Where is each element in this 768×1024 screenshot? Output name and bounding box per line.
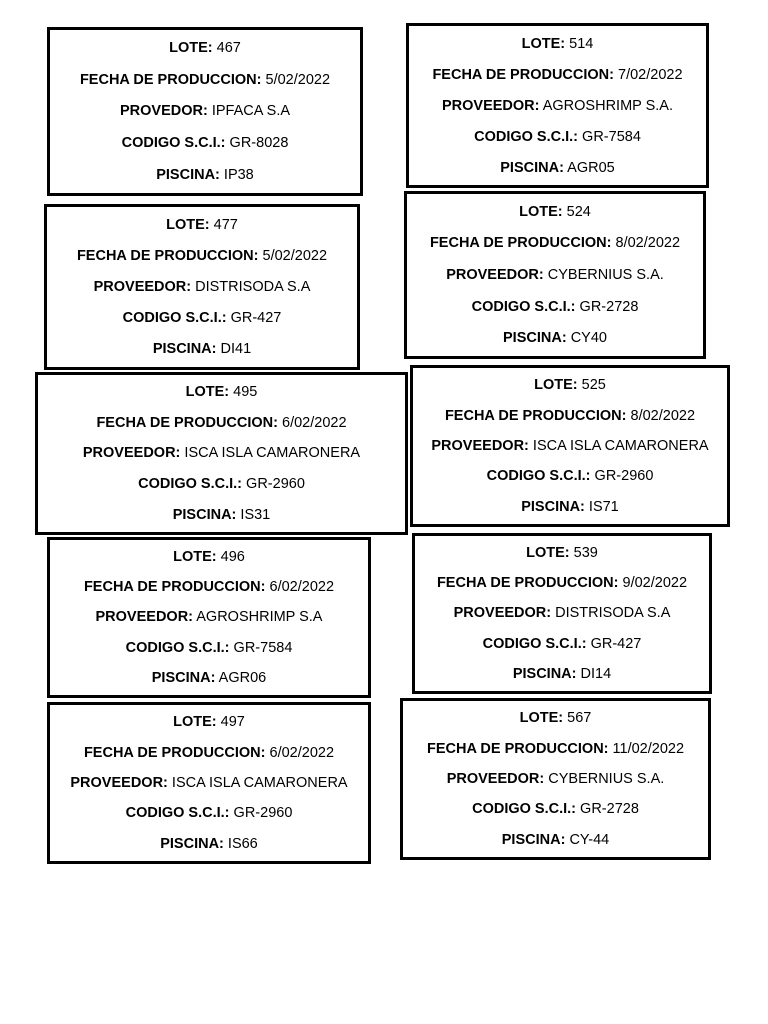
piscina-value: CY40	[570, 330, 607, 347]
lote-value: 514	[569, 35, 594, 52]
lote-row: LOTE: 525	[534, 377, 606, 394]
proveedor-row: PROVEEDOR: ISCA ISLA CAMARONERA	[82, 445, 361, 462]
lote-value: 497	[220, 714, 245, 731]
piscina-row: PISCINA: IS31	[172, 506, 271, 523]
fecha-row: FECHA DE PRODUCCION: 8/02/2022	[444, 407, 696, 424]
fecha-value: 6/02/2022	[269, 579, 335, 596]
fecha-value: 6/02/2022	[282, 414, 347, 431]
fecha-row: FECHA DE PRODUCCION: 6/02/2022	[96, 414, 347, 431]
batch-label-card	[44, 204, 360, 370]
proveedor-row: PROVEEDOR: AGROSHRIMP S.A	[95, 609, 323, 626]
codigo-row: CODIGO S.C.I.: GR-8028	[121, 135, 289, 152]
fecha-value: 6/02/2022	[269, 744, 335, 761]
proveedor-row: PROVEEDOR: CYBERNIUS S.A.	[446, 770, 665, 787]
proveedor-row: PROVEDOR: IPFACA S.A	[119, 103, 291, 120]
fecha-row: FECHA DE PRODUCCION: 7/02/2022	[432, 66, 683, 83]
piscina-row: PISCINA: IS66	[160, 835, 258, 852]
piscina-value: IP38	[223, 167, 254, 184]
piscina-value: AGR05	[567, 159, 615, 176]
piscina-row: PISCINA: IP38	[156, 167, 254, 184]
piscina-value: AGR06	[218, 669, 267, 686]
proveedor-row: PROVEEDOR: ISCA ISLA CAMARONERA	[70, 774, 348, 791]
batch-label-card	[35, 372, 408, 535]
proveedor-value: ISCA ISLA CAMARONERA	[171, 774, 348, 791]
fecha-row: FECHA DE PRODUCCION: 5/02/2022	[76, 247, 328, 264]
fecha-row: FECHA DE PRODUCCION: 9/02/2022	[436, 575, 688, 592]
batch-label-card	[404, 191, 706, 359]
proveedor-value: AGROSHRIMP S.A	[196, 609, 323, 626]
piscina-value: CY-44	[569, 831, 610, 848]
codigo-row: CODIGO S.C.I.: GR-2728	[471, 298, 639, 315]
fecha-row: FECHA DE PRODUCCION: 11/02/2022	[426, 740, 685, 757]
proveedor-row: PROVEEDOR: DISTRISODA S.A	[453, 605, 671, 622]
codigo-row: CODIGO S.C.I.: GR-2960	[486, 468, 654, 485]
fecha-value: 8/02/2022	[615, 235, 681, 252]
piscina-row: PISCINA: AGR05	[500, 159, 615, 176]
fecha-row: FECHA DE PRODUCCION: 6/02/2022	[83, 744, 335, 761]
batch-label-card	[47, 702, 371, 864]
proveedor-value: DISTRISODA S.A	[555, 605, 671, 622]
batch-label-card	[406, 23, 709, 188]
lote-row: LOTE: 467	[169, 39, 241, 56]
codigo-value: GR-2728	[579, 298, 639, 315]
codigo-row: CODIGO S.C.I.: GR-7584	[474, 128, 641, 145]
piscina-value: DI41	[220, 341, 252, 358]
lote-value: 477	[213, 216, 238, 233]
codigo-value: GR-2960	[594, 468, 654, 485]
piscina-row: PISCINA: DI41	[152, 341, 252, 358]
fecha-value: 11/02/2022	[612, 740, 685, 757]
piscina-row: PISCINA: DI14	[512, 665, 612, 682]
fecha-value: 5/02/2022	[262, 247, 328, 264]
fecha-value: 5/02/2022	[265, 71, 331, 88]
proveedor-row: PROVEEDOR: ISCA ISLA CAMARONERA	[431, 437, 709, 454]
lote-row: LOTE: 496	[173, 549, 245, 566]
piscina-value: IS31	[240, 506, 271, 523]
piscina-row: PISCINA: IS71	[521, 498, 619, 515]
proveedor-value: ISCA ISLA CAMARONERA	[184, 445, 361, 462]
lote-value: 567	[567, 710, 592, 727]
proveedor-value: CYBERNIUS S.A.	[547, 266, 664, 283]
codigo-row: CODIGO S.C.I.: GR-427	[122, 310, 282, 327]
codigo-row: CODIGO S.C.I.: GR-7584	[125, 639, 293, 656]
lote-value: 496	[220, 549, 245, 566]
lote-row: LOTE: 567	[519, 710, 592, 727]
piscina-value: IS66	[227, 835, 258, 852]
piscina-row: PISCINA: CY-44	[501, 831, 610, 848]
codigo-value: GR-427	[230, 310, 282, 327]
lote-row: LOTE: 477	[166, 216, 238, 233]
lote-value: 524	[566, 203, 591, 220]
lote-value: 467	[216, 39, 241, 56]
codigo-value: GR-7584	[233, 639, 293, 656]
batch-label-card	[47, 537, 371, 698]
codigo-value: GR-7584	[582, 128, 641, 145]
lote-row: LOTE: 524	[519, 203, 591, 220]
codigo-value: GR-2728	[580, 801, 639, 818]
proveedor-value: IPFACA S.A	[211, 103, 291, 120]
codigo-value: GR-8028	[229, 135, 289, 152]
proveedor-value: ISCA ISLA CAMARONERA	[532, 437, 709, 454]
piscina-value: IS71	[588, 498, 619, 515]
codigo-value: GR-427	[590, 635, 642, 652]
codigo-row: CODIGO S.C.I.: GR-2960	[125, 805, 293, 822]
proveedor-value: CYBERNIUS S.A.	[548, 770, 665, 787]
codigo-row: CODIGO S.C.I.: GR-2728	[472, 801, 639, 818]
proveedor-value: DISTRISODA S.A	[195, 278, 311, 295]
codigo-value: GR-2960	[233, 805, 293, 822]
lote-row: LOTE: 495	[185, 384, 258, 401]
fecha-value: 9/02/2022	[622, 575, 688, 592]
batch-label-card	[412, 533, 712, 694]
lote-row: LOTE: 514	[521, 35, 594, 52]
batch-label-card	[400, 698, 711, 860]
proveedor-row: PROVEEDOR: AGROSHRIMP S.A.	[442, 97, 673, 114]
fecha-row: FECHA DE PRODUCCION: 5/02/2022	[79, 71, 331, 88]
fecha-row: FECHA DE PRODUCCION: 8/02/2022	[429, 235, 681, 252]
fecha-value: 7/02/2022	[618, 66, 683, 83]
lote-row: LOTE: 497	[173, 714, 245, 731]
batch-label-card	[47, 27, 363, 196]
lote-row: LOTE: 539	[526, 545, 598, 562]
proveedor-value: AGROSHRIMP S.A.	[542, 97, 673, 114]
lote-value: 525	[581, 377, 606, 394]
fecha-value: 8/02/2022	[630, 407, 696, 424]
lote-value: 495	[233, 384, 258, 401]
codigo-row: CODIGO S.C.I.: GR-427	[482, 635, 642, 652]
lote-value: 539	[573, 545, 598, 562]
proveedor-row: PROVEEDOR: CYBERNIUS S.A.	[446, 266, 664, 283]
codigo-value: GR-2960	[246, 476, 305, 493]
piscina-row: PISCINA: CY40	[503, 330, 607, 347]
piscina-row: PISCINA: AGR06	[151, 669, 267, 686]
fecha-row: FECHA DE PRODUCCION: 6/02/2022	[83, 579, 335, 596]
proveedor-row: PROVEEDOR: DISTRISODA S.A	[93, 278, 311, 295]
codigo-row: CODIGO S.C.I.: GR-2960	[138, 476, 305, 493]
piscina-value: DI14	[580, 665, 612, 682]
batch-label-card	[410, 365, 730, 527]
